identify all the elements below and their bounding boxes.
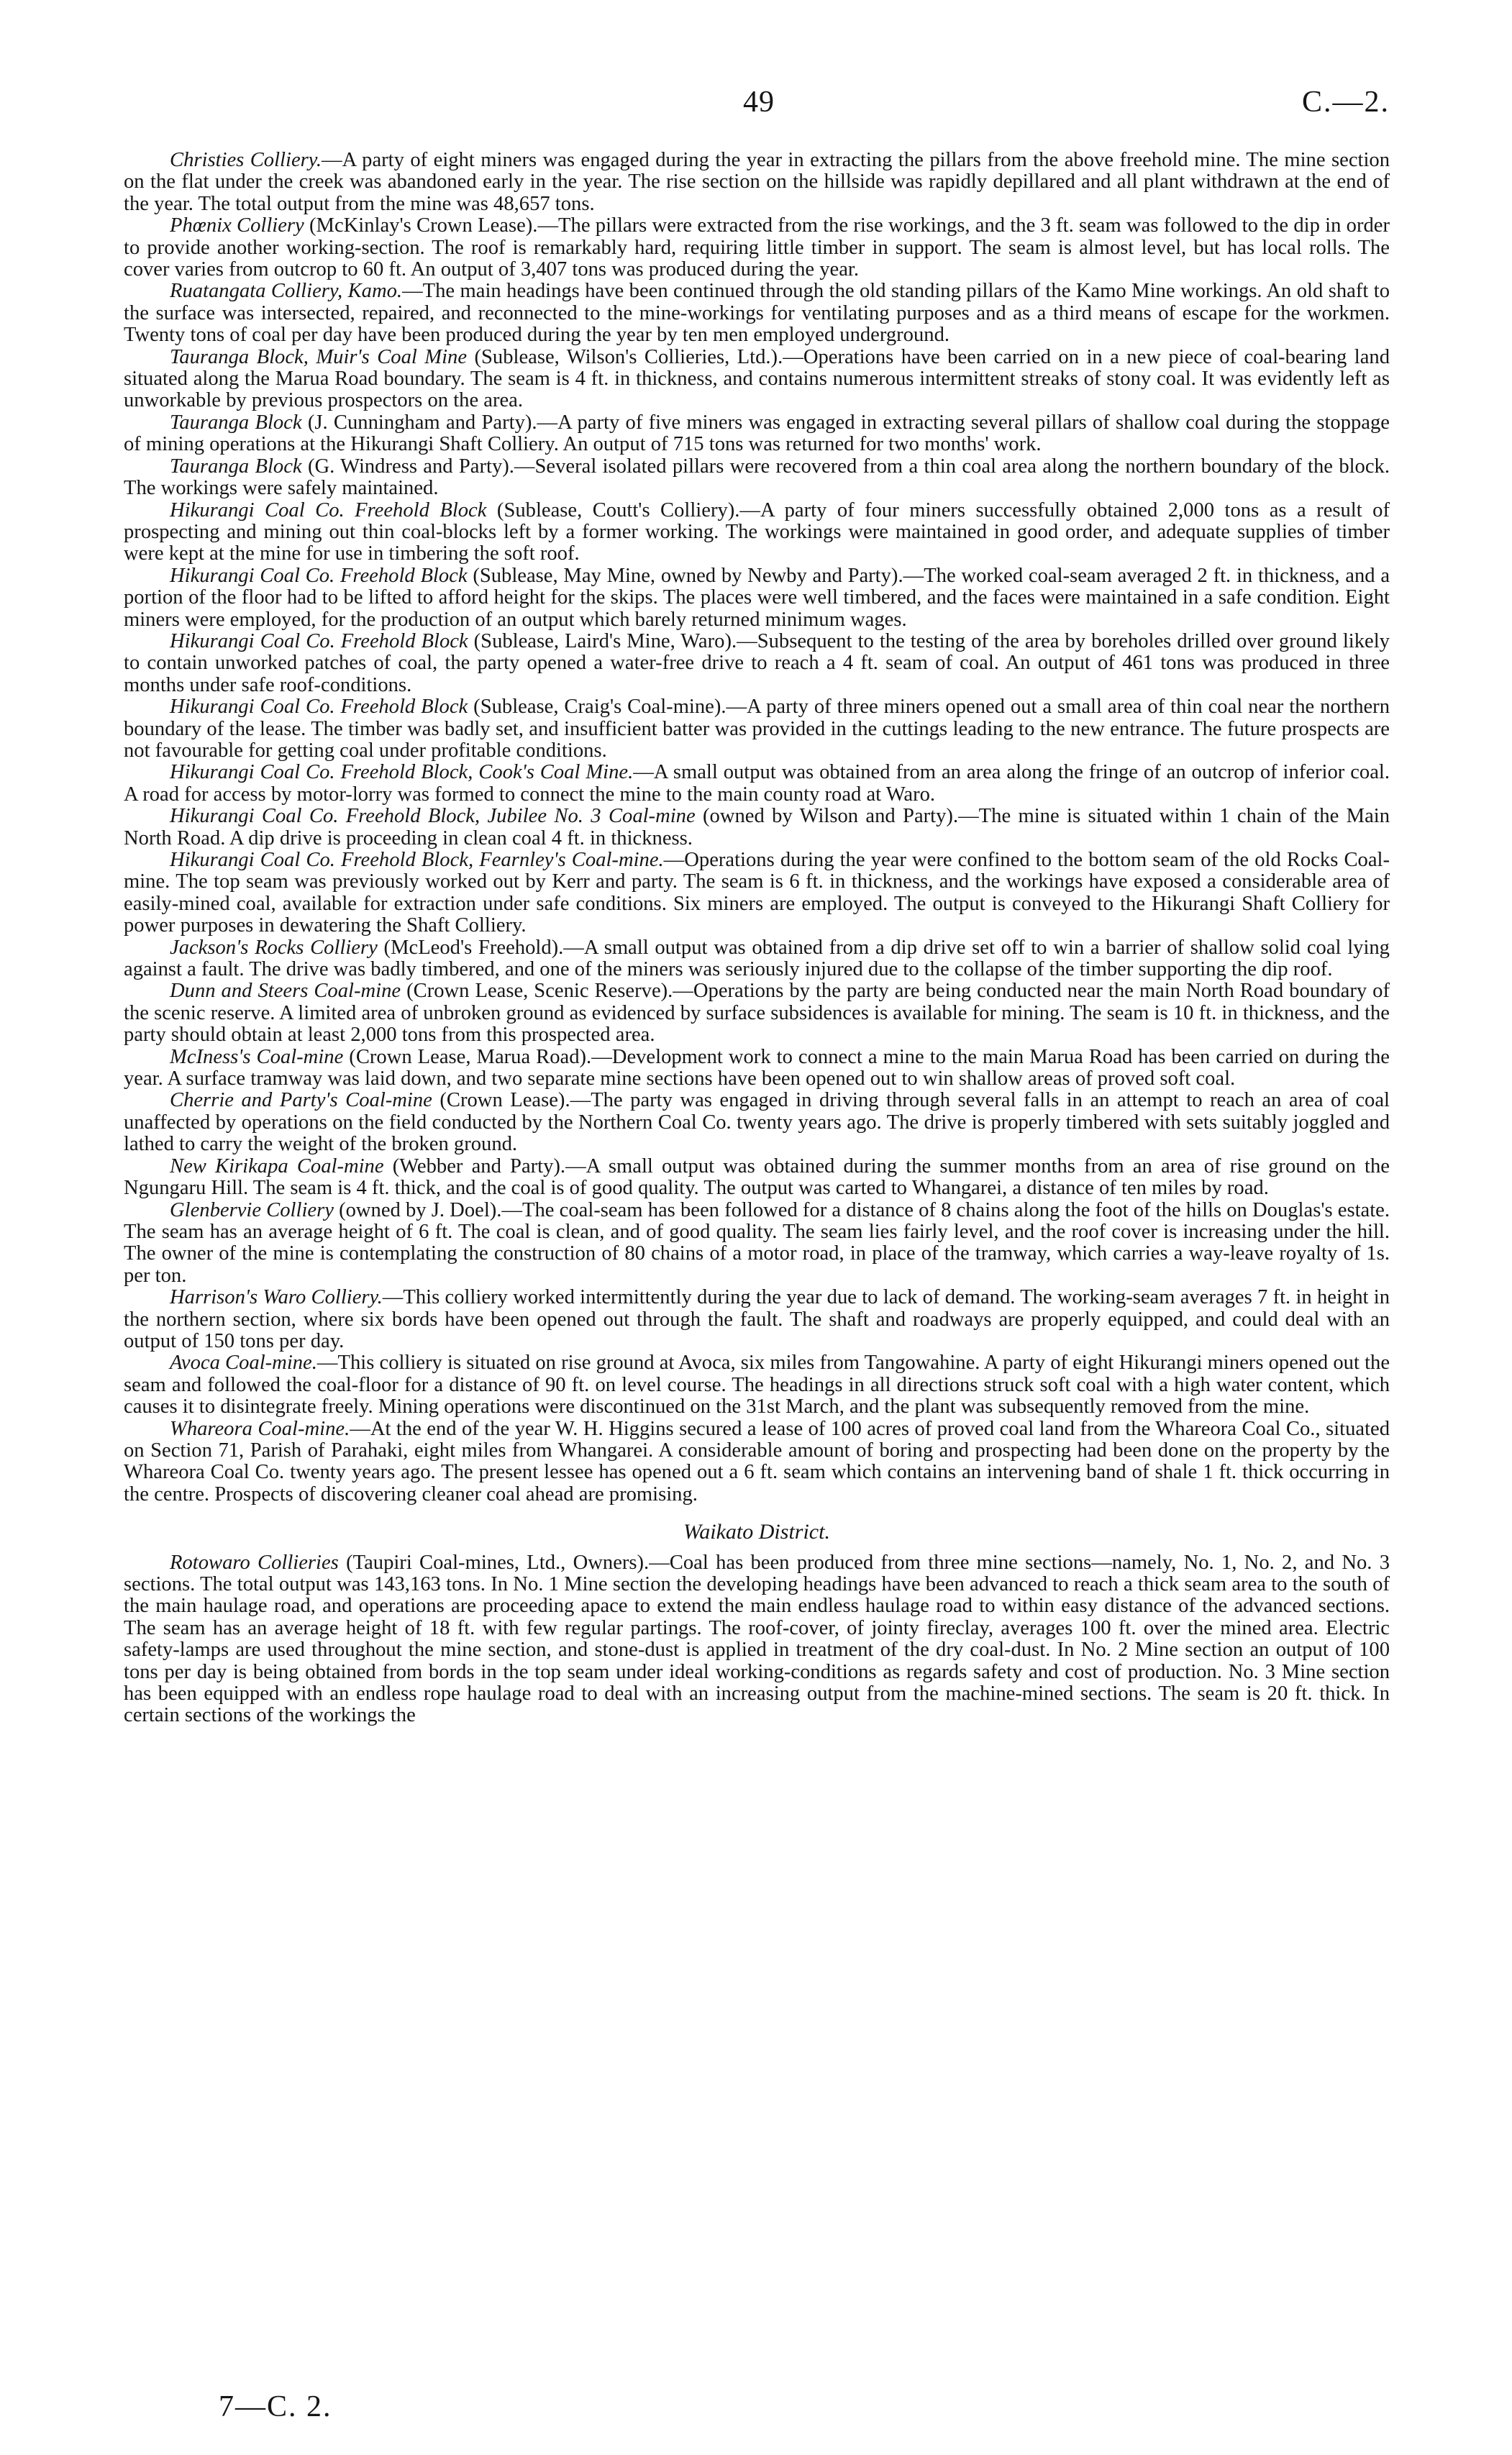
paragraph-lead: Dunn and Steers Coal-mine	[170, 980, 401, 1003]
paragraph	[124, 565, 1390, 631]
paragraph-list	[124, 150, 1390, 1506]
paragraph-lead: Hikurangi Coal Co. Freehold Block	[170, 629, 468, 652]
paragraph-text: (Sublease, May Mine, owned by Newby and Party).—The worked coal-seam averaged 2 ft. in thickness, and a portion of the floor had to be lifted to afford height for the skips. The places were well timbered, and the faces were maintained in a safe condition. Eight miners were employed, for the production of an output which barely returned minimum wages.	[124, 564, 1390, 631]
paragraph	[124, 412, 1390, 456]
paragraph-lead: Hikurangi Coal Co. Freehold Block, Jubilee No. 3 Coal-mine	[170, 805, 696, 828]
paragraph-text: (McLeod's Freehold).—A small output was obtained from a dip drive set off to win a barrier of shallow solid coal lying against a fault. The drive was badly timbered, and one of the miners was seriously injured due to the collapse of the timber supporting the dip roof.	[124, 936, 1390, 981]
paragraph-lead: New Kirikapa Coal-mine	[170, 1154, 384, 1178]
paragraph	[124, 500, 1390, 565]
paragraph-text: (Crown Lease, Scenic Reserve).—Operations by the party are being conducted near the main North Road boundary of the scenic reserve. A limited area of unbroken ground as evidenced by surface subsidences is available for mining. The seam is 10 ft. in thickness, and the party should obtain at least 2,000 tons from this prospected area.	[124, 980, 1390, 1047]
paragraph-lead: Whareora Coal-mine.	[170, 1417, 350, 1440]
paragraph	[124, 1156, 1390, 1200]
body-text	[124, 150, 1390, 1727]
paragraph-lead: Ruatangata Colliery, Kamo.	[170, 280, 403, 303]
paragraph-lead: Hikurangi Coal Co. Freehold Block	[170, 696, 468, 719]
paragraph	[124, 347, 1390, 412]
paragraph-lead: McIness's Coal-mine	[170, 1045, 344, 1068]
paragraph-lead: Hikurangi Coal Co. Freehold Block	[170, 498, 487, 521]
paragraph-text: (Sublease, Wilson's Collieries, Ltd.).—Operations have been carried on in a new piece of coal-bearing land situated along the Marua Road boundary. The seam is 4 ft. in thickness, and contains numerous intermittent streaks of stony coal. It was evidently left as unworkable by previous prospectors on the area.	[124, 345, 1390, 412]
paragraph-text: (Crown Lease, Marua Road).—Development work to connect a mine to the main Marua Road has been carried on during the year. A surface tramway was laid down, and two separate mine sections have been opened out to win shallow areas of proved soft coal.	[124, 1045, 1390, 1090]
paragraph-text: —Operations during the year were confined to the bottom seam of the old Rocks Coal-mine. The top seam was previously worked out by Kerr and party. The seam is 6 ft. in thickness, and the workings have exposed a considerable area of easily-mined coal, available for extraction under safe conditions. Six miners are employed. The output is conveyed to the Hikurangi Shaft Colliery for power purposes in dewatering the Shaft Colliery.	[124, 849, 1390, 937]
paragraph-lead: Tauranga Block, Muir's Coal Mine	[170, 345, 468, 368]
paragraph	[124, 456, 1390, 500]
paragraph-text: (Sublease, Laird's Mine, Waro).—Subsequent to the testing of the area by boreholes drilled over ground likely to contain unworked patches of coal, the party opened a water-free drive to reach a 4 ft. seam of coal. An output of 461 tons was produced in three months under safe roof-conditions.	[124, 629, 1390, 696]
section-paragraph-list	[124, 1552, 1390, 1727]
paragraph-text: (Sublease, Craig's Coal-mine).—A party of three miners opened out a small area of thin coal near the northern boundary of the lease. The timber was badly set, and insufficient batter was provided in the cuttings leading to the new entrance. The future prospects are not favourable for getting coal under profitable conditions.	[124, 696, 1390, 762]
paragraph-lead: Avoca Coal-mine.	[170, 1352, 317, 1375]
paragraph-lead: Tauranga Block	[170, 411, 302, 434]
paragraph	[124, 1418, 1390, 1506]
paragraph-text: —The main headings have been continued through the old standing pillars of the Kamo Mine workings. An old shaft to the surface was intersected, repaired, and reconnected to the mine-workings for ventilating purposes and as a third means of escape for the workmen. Twenty tons of coal per day have been produced during the year by ten men employed underground.	[124, 280, 1390, 347]
paragraph	[124, 281, 1390, 346]
paragraph-lead: Cherrie and Party's Coal-mine	[170, 1089, 432, 1112]
paragraph-text: —This colliery is situated on rise ground at Avoca, six miles from Tangowahine. A party of eight Hikurangi miners opened out the seam and followed the coal-floor for a distance of 90 ft. on level course. The headings in all directions struck soft coal with a high water content, which causes it to disintegrate freely. Mining operations were discontinued on the 31st March, and the plant was subsequently removed from the mine.	[124, 1352, 1390, 1418]
paragraph	[124, 806, 1390, 850]
paragraph-text: —A party of eight miners was engaged during the year in extracting the pillars from the above freehold mine. The mine section on the flat under the creek was abandoned early in the year. The rise section on the hillside was rapidly depillared and all plant withdrawn at the end of the year. The total output from the mine was 48,657 tons.	[124, 149, 1390, 215]
paragraph-text: (McKinlay's Crown Lease).—The pillars were extracted from the rise workings, and the 3 ft. seam was followed to the dip in order to provide another working-section. The roof is remarkably hard, requiring little timber in support. The seam is almost level, but has local rolls. The cover varies from outcrop to 60 ft. An output of 3,407 tons was produced during the year.	[124, 214, 1390, 281]
paragraph	[124, 150, 1390, 215]
footer-signature: 7—C. 2.	[219, 2390, 332, 2423]
document-reference: C.—2.	[1301, 86, 1390, 119]
paragraph-lead: Harrison's Waro Colliery.	[170, 1286, 383, 1309]
paragraph	[124, 1090, 1390, 1155]
page-number: 49	[743, 86, 775, 119]
paragraph-text: —A small output was obtained from an area along the fringe of an outcrop of inferior coal. A road for access by motor-lorry was formed to connect the mine to the main county road at Waro.	[124, 761, 1390, 806]
paragraph	[124, 1287, 1390, 1352]
paragraph-lead: Hikurangi Coal Co. Freehold Block	[170, 564, 468, 587]
paragraph	[124, 696, 1390, 762]
paragraph-lead: Hikurangi Coal Co. Freehold Block, Cook's Coal Mine.	[170, 761, 634, 784]
paragraph-text: —This colliery worked intermittently during the year due to lack of demand. The working-seam averages 7 ft. in height in the northern section, where six bords have been opened out through the fault. The shaft and roadways are properly equipped, and could deal with an output of 150 tons per day.	[124, 1286, 1390, 1352]
paragraph	[124, 631, 1390, 696]
paragraph	[124, 1552, 1390, 1727]
paragraph-lead: Christies Colliery.	[170, 149, 322, 171]
paragraph-lead: Tauranga Block	[170, 455, 302, 478]
paragraph-text: —At the end of the year W. H. Higgins secured a lease of 100 acres of proved coal land from the Whareora Coal Co., situated on Section 71, Parish of Parahaki, eight miles from Whangarei. A considerable amount of boring and prospecting had been done on the property by the Whareora Coal Co. twenty years ago. The present lessee has opened out a 6 ft. seam which contains an intervening band of shale 1 ft. thick occurring in the centre. Prospects of discovering cleaner coal ahead are promising.	[124, 1417, 1390, 1506]
section-heading: Waikato District.	[683, 1520, 830, 1544]
paragraph-text: (Webber and Party).—A small output was obtained during the summer months from an area of rise ground on the Ngungaru Hill. The seam is 4 ft. thick, and the coal is of good quality. The output was carted to Whangarei, a distance of ten miles by road.	[124, 1154, 1390, 1200]
paragraph-text: (Sublease, Coutt's Colliery).—A party of four miners successfully obtained 2,000 tons as a result of prospecting and mining out thin coal-blocks left by a former working. The workings were maintained in good order, and adequate supplies of timber were kept at the mine for use in timbering the soft roof.	[124, 498, 1390, 565]
paragraph	[124, 762, 1390, 806]
paragraph	[124, 980, 1390, 1046]
paragraph	[124, 1200, 1390, 1288]
paragraph-text: (Taupiri Coal-mines, Ltd., Owners).—Coal has been produced from three mine sections—namely, No. 1, No. 2, and No. 3 sections. The total output was 143,163 tons. In No. 1 Mine section the developing headings have been advanced to reach a thick seam area to the south of the main haulage road, and operations are proceeding apace to extend the main endless haulage road to within easy distance of the advanced sections. The seam has an average height of 18 ft. with few regular partings. The roof-cover, of jointy fireclay, averages 100 ft. over the mined area. Electric safety-lamps are used throughout the mine section, and stone-dust is applied in treatment of the dry coal-dust. In No. 2 Mine section an output of 100 tons per day is being obtained from bords in the top seam under ideal working-conditions as regards safety and cost of production. No. 3 Mine section has been equipped with an endless rope haulage road to deal with an increasing output from the machine-mined sections. The seam is 20 ft. thick. In certain sections of the workings the	[124, 1551, 1390, 1727]
paragraph	[124, 850, 1390, 937]
paragraph	[124, 937, 1390, 981]
paragraph-text: (J. Cunningham and Party).—A party of five miners was engaged in extracting several pillars of shallow coal during the stoppage of mining operations at the Hikurangi Shaft Colliery. An output of 715 tons was returned for two months' work.	[124, 411, 1390, 456]
paragraph-lead: Jackson's Rocks Colliery	[170, 936, 378, 959]
paragraph-lead: Phœnix Colliery	[170, 214, 304, 237]
paragraph-lead: Hikurangi Coal Co. Freehold Block, Fearnley's Coal-mine.	[170, 849, 664, 871]
paragraph	[124, 1352, 1390, 1418]
paragraph-lead: Glenbervie Colliery	[170, 1198, 334, 1221]
paragraph-text: (Crown Lease).—The party was engaged in driving through several falls in an attempt to reach an area of coal unaffected by operations on the field conducted by the Northern Coal Co. twenty years ago. The drive is properly timbered with sets suitably joggled and lathed to carry the weight of the broken ground.	[124, 1089, 1390, 1156]
paragraph	[124, 215, 1390, 281]
paragraph-text: (G. Windress and Party).—Several isolated pillars were recovered from a thin coal area along the northern boundary of the block. The workings were safely maintained.	[124, 455, 1390, 500]
paragraph-text: (owned by J. Doel).—The coal-seam has been followed for a distance of 8 chains along the foot of the hills on Douglas's estate. The seam has an average height of 6 ft. The coal is clean, and of good quality. The seam lies fairly level, and the roof cover is increasing under the hill. The owner of the mine is contemplating the construction of 80 chains of a motor road, in place of the tramway, which carries a way-leave royalty of 1s. per ton.	[124, 1198, 1390, 1287]
paragraph-lead: Rotowaro Collieries	[170, 1551, 339, 1574]
paragraph-text: (owned by Wilson and Party).—The mine is situated within 1 chain of the Main North Road. A dip drive is proceeding in clean coal 4 ft. in thickness.	[124, 805, 1390, 850]
paragraph	[124, 1047, 1390, 1090]
